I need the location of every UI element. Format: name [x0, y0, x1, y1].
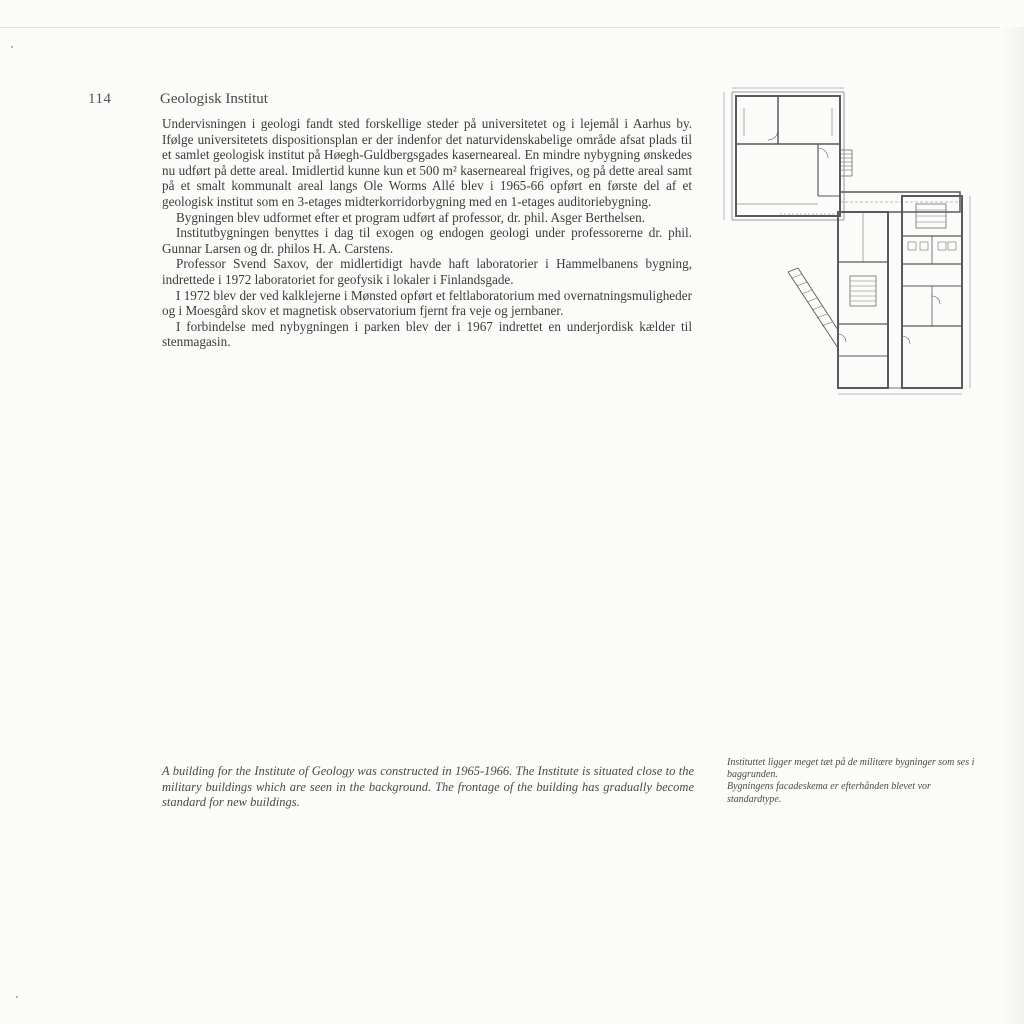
page-number: 114: [88, 91, 112, 107]
section-title: Geologisk Institut: [160, 91, 268, 107]
paper-speck: [16, 996, 18, 998]
page-right-edge: [1000, 27, 1024, 1024]
floor-plan-figure: [720, 86, 982, 402]
paragraph: Institutbygningen benyttes i dag til exogen og endogen geologi under professorerne dr. phil. Gunnar Larsen og dr. philos H. A. Carstens.: [162, 225, 692, 256]
paragraph: Bygningen blev udformet efter et program udført af professor, dr. phil. Asger Berthelsen.: [176, 209, 645, 225]
english-caption-text: A building for the Institute of Geology was constructed in 1965-1966. The Institute is situated close to the military buildings which are seen in the background. The frontage of the building has gradually become standard for new buildings.: [162, 764, 694, 809]
paper-speck: [11, 46, 13, 48]
danish-caption-line: Bygningens facadeskema er efterhånden blevet vor standardtype.: [727, 781, 931, 805]
paragraph: Undervisningen i geologi fandt sted forskellige steder på universitetet og i lejemål i Aarhus by. Ifølge universitetets dispositionsplan er der indenfor det naturvidenskabelige område afsat plads til et samlet geologisk institut på Høegh-Guldbergsgades kaserneareal. En mindre nybygning ønskedes nu udført på dette areal. Imidlertid kunne kun et 500 m² kaserneareal frigives, og på dette areal samt på et smalt kommunalt areal langs Ole Worms Allé blev i 1965-66 opført en første del af et geologisk institut som en 3-etages midterkorridorbygning med en 1-etages auditoriebygning.: [162, 116, 692, 209]
english-caption: [162, 764, 694, 811]
body-text: [162, 116, 692, 350]
danish-caption: [727, 757, 977, 806]
paragraph: Professor Svend Saxov, der midlertidigt havde haft laboratorier i Hammelbanens bygning, indrettede i 1972 laboratoriet for geofysik i lokaler i Finlandsgade.: [162, 256, 692, 287]
paragraph: I forbindelse med nybygningen i parken blev der i 1967 indrettet en underjordisk kælder til stenmagasin.: [162, 318, 692, 350]
page-top-edge: [0, 27, 1024, 28]
paragraph: I 1972 blev der ved kalklejerne i Mønsted opført et feltlaboratorium med overnatningsmuligheder og i Moesgård skov et magnetisk observatorium fjernt fra veje og jernbaner.: [162, 287, 692, 319]
danish-caption-line: Instituttet ligger meget tæt på de militære bygninger som ses i baggrunden.: [727, 757, 975, 781]
